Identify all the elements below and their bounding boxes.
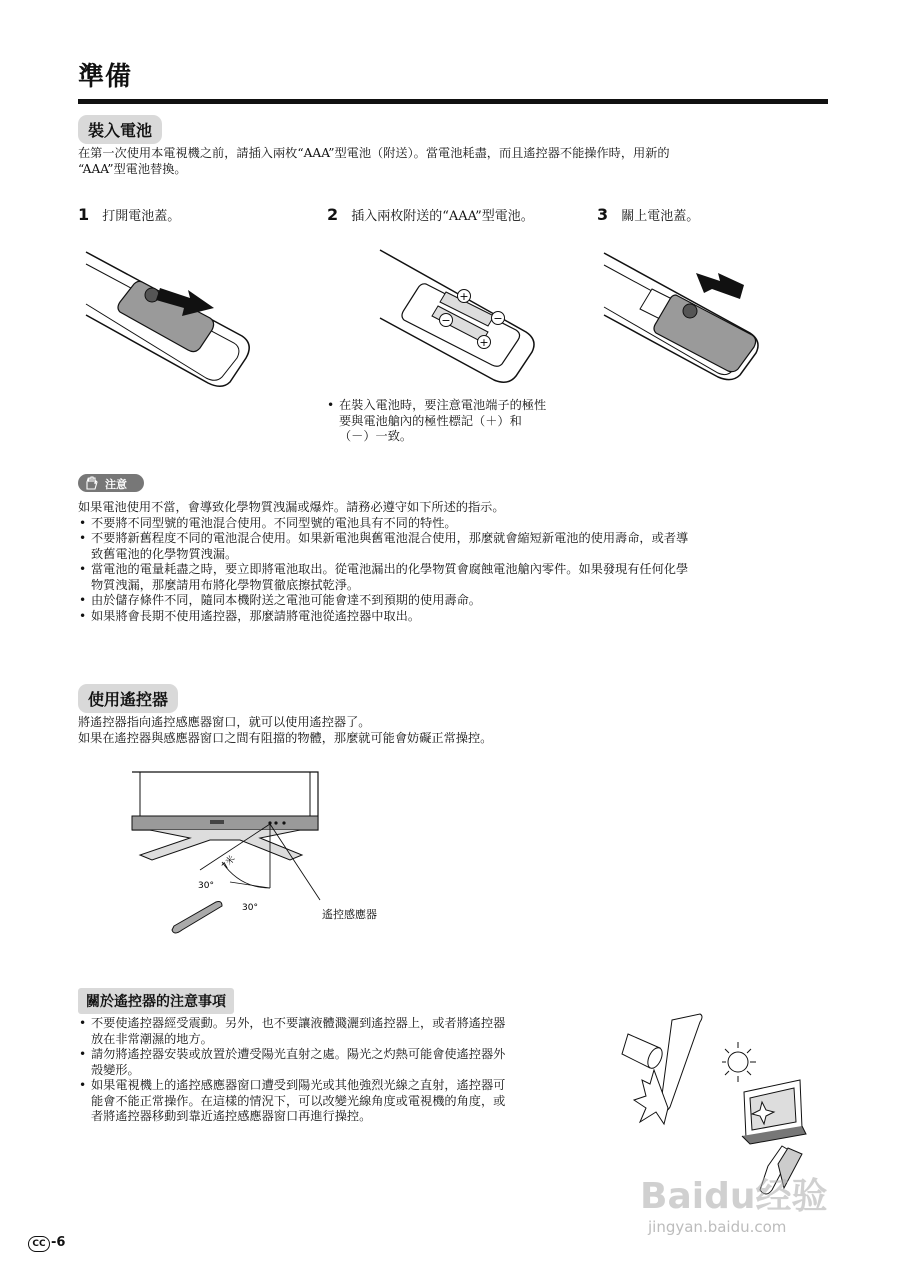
battery-intro xyxy=(78,146,838,177)
precautions-heading: 關於遙控器的注意事項 xyxy=(78,988,234,1014)
caution-text xyxy=(78,500,838,624)
battery-intro-line: 在第一次使用本電視機之前，請插入兩枚“AAA”型電池（附送）。當電池耗盡，而且遙控器不能操作時，用新的 xyxy=(78,146,670,160)
step-2 xyxy=(327,205,534,224)
close-cover-illustration xyxy=(600,245,775,385)
minus-mark: − xyxy=(493,312,503,325)
step-text: 插入兩枚附送的“AAA”型電池。 xyxy=(351,209,534,224)
battery-note xyxy=(326,398,586,445)
caution-line: 致舊電池的化學物質洩漏。 xyxy=(91,546,238,561)
caution-intro: 如果電池使用不當，會導致化學物質洩漏或爆炸。請務必遵守如下所述的指示。 xyxy=(78,500,505,514)
baidu-watermark: Baidu经验 xyxy=(640,1176,828,1217)
open-cover-illustration xyxy=(82,240,257,390)
caution-line: 物質洩漏，那麼請用布將化學物質徹底擦拭乾淨。 xyxy=(91,577,360,592)
note-line: 要與電池艙內的極性標記（＋）和 xyxy=(339,413,522,428)
caution-label: 注意 xyxy=(105,478,127,491)
angle-left-label: 30° xyxy=(198,881,214,891)
caution-item xyxy=(78,593,838,609)
precaution-item xyxy=(78,1078,618,1125)
remote-intro-line: 如果在遙控器與感應器窗口之間有阻擋的物體，那麼就可能會妨礙正常操控。 xyxy=(78,730,493,745)
step-number: 1 xyxy=(78,205,90,224)
caution-line: • 由於儲存條件不同，隨同本機附送之電池可能會達不到預期的使用壽命。 xyxy=(91,593,481,607)
precaution-line: • 如果電視機上的遙控感應器窗口遭受到陽光或其他強烈光線之直射，遙控器可 xyxy=(91,1078,506,1092)
step-number: 2 xyxy=(327,205,339,224)
watermark-url: jingyan.baidu.com xyxy=(648,1218,787,1236)
step-text: 打開電池蓋。 xyxy=(102,209,181,224)
distance-label: 7米 xyxy=(220,854,238,872)
hand-icon xyxy=(84,476,98,490)
caution-line: • 不要將不同型號的電池混合使用。不同型號的電池具有不同的特性。 xyxy=(91,515,457,530)
note-line: • 在裝入電池時，要注意電池端子的極性 xyxy=(339,398,547,412)
page-title: 準備 xyxy=(78,62,133,92)
precautions-list xyxy=(78,1016,618,1125)
step-text: 關上電池蓋。 xyxy=(621,209,700,224)
angle-right-label: 30° xyxy=(242,903,258,913)
minus-mark: − xyxy=(441,314,451,327)
precaution-line: 殼變形。 xyxy=(91,1062,140,1077)
precaution-line: 放在非常潮濕的地方。 xyxy=(91,1031,213,1046)
sensor-label: 遙控感應器 xyxy=(322,908,377,921)
liquid-spill-illustration xyxy=(620,1012,715,1127)
caution-line: • 當電池的電量耗盡之時，要立即將電池取出。從電池漏出的化學物質會腐蝕電池艙內零件。如果發現有任何化學 xyxy=(91,562,689,576)
precaution-item xyxy=(78,1016,618,1047)
remote-intro-line: 將遙控器指向遙控感應器窗口，就可以使用遙控器了。 xyxy=(78,715,371,729)
precaution-line: 能會不能正常操作。在這樣的情況下，可以改變光線角度或電視機的角度，或 xyxy=(91,1093,506,1108)
tv-logo xyxy=(210,820,224,824)
caution-line: • 不要將新舊程度不同的電池混合使用。如果新電池與舊電池混合使用，那麼就會縮短新電池的使用壽命，或者導 xyxy=(91,531,689,545)
step-1 xyxy=(78,205,180,224)
precaution-line: 者將遙控器移動到靠近遙控感應器窗口再進行操控。 xyxy=(91,1109,372,1123)
title-rule xyxy=(78,99,828,104)
plus-mark: + xyxy=(459,290,469,303)
caution-item xyxy=(78,531,838,562)
precaution-item xyxy=(78,1047,618,1078)
remote-icon xyxy=(172,902,222,934)
remote-heading: 使用遙控器 xyxy=(78,684,178,713)
precaution-line: • 不要使遙控器經受震動。另外，也不要讓液體濺灑到遙控器上，或者將遙控器 xyxy=(91,1016,506,1030)
insert-batteries-illustration xyxy=(376,240,556,390)
caution-item xyxy=(78,609,838,625)
remote-intro xyxy=(78,715,838,746)
battery-intro-line: “AAA”型電池替換。 xyxy=(78,161,187,176)
step-3 xyxy=(597,205,699,224)
precaution-line: • 請勿將遙控器安裝或放置於遭受陽光直射之處。陽光之灼熱可能會使遙控器外 xyxy=(91,1047,506,1061)
note-item xyxy=(326,398,586,445)
sun-icon xyxy=(728,1052,748,1072)
caution-item xyxy=(78,516,838,532)
caution-line: • 如果將會長期不使用遙控器，那麼請將電池從遙控器中取出。 xyxy=(91,608,421,623)
battery-heading: 裝入電池 xyxy=(78,115,162,144)
caution-badge xyxy=(78,474,144,492)
page-number: -6 xyxy=(51,1235,66,1250)
note-line: （－）一致。 xyxy=(339,429,413,443)
region-badge: CC xyxy=(28,1236,50,1252)
step-number: 3 xyxy=(597,205,609,224)
plus-mark: + xyxy=(479,336,489,349)
caution-item xyxy=(78,562,838,593)
remote-range-diagram xyxy=(130,770,400,945)
